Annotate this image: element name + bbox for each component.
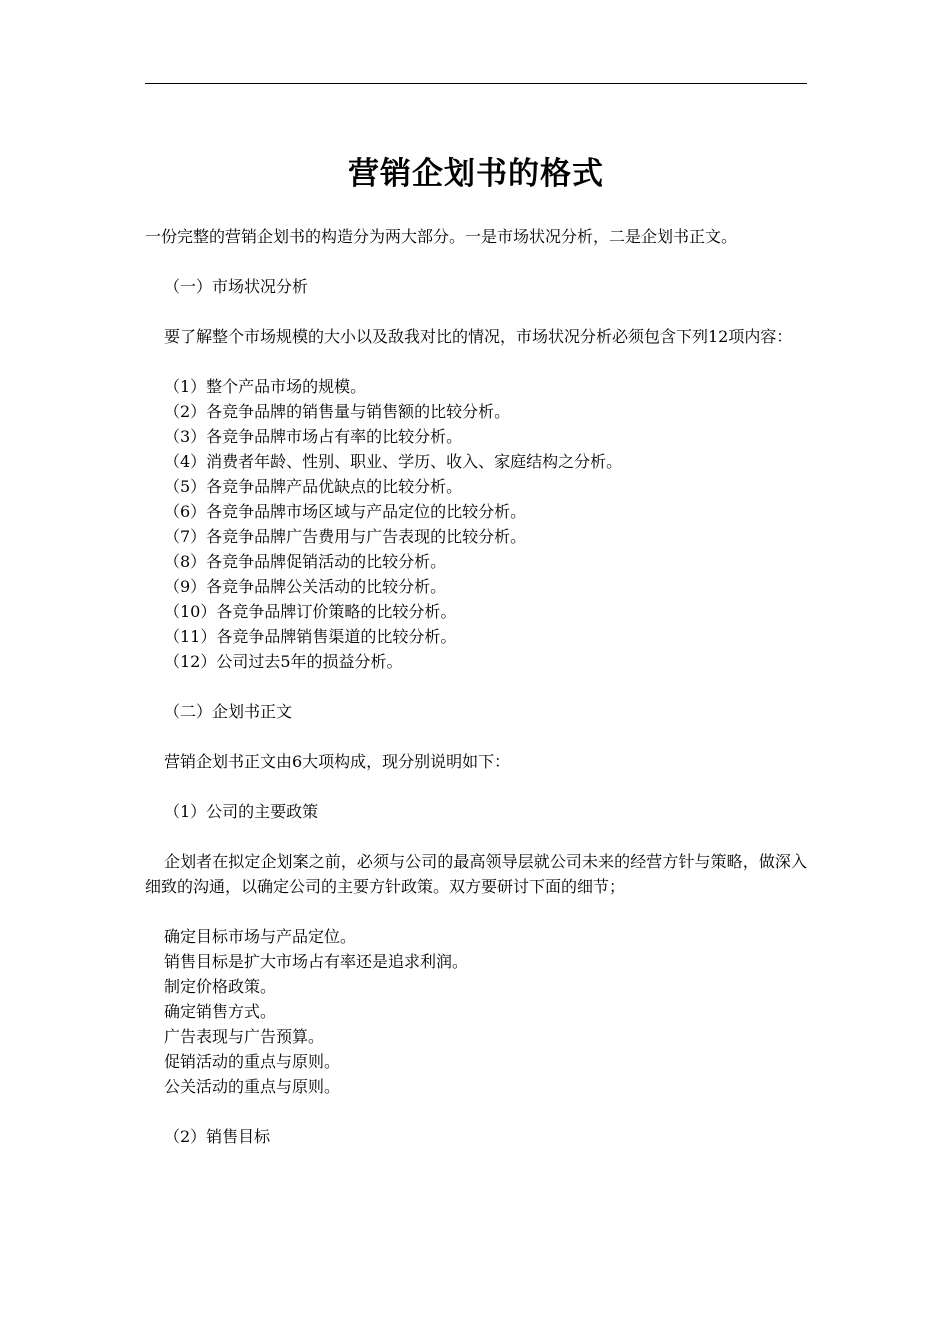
list-item: （6）各竞争品牌市场区域与产品定位的比较分析。	[164, 502, 527, 521]
subsection-1-heading: （1）公司的主要政策	[164, 802, 319, 821]
list-item: （3）各竞争品牌市场占有率的比较分析。	[164, 427, 463, 446]
list-item: （12）公司过去5年的损益分析。	[164, 652, 403, 671]
list-item: （10）各竞争品牌订价策略的比较分析。	[164, 602, 457, 621]
list-item: （2）各竞争品牌的销售量与销售额的比较分析。	[164, 402, 511, 421]
section-2-heading: （二）企划书正文	[164, 702, 293, 721]
list-item: 制定价格政策。	[164, 977, 277, 996]
list-item: （5）各竞争品牌产品优缺点的比较分析。	[164, 477, 463, 496]
list-item: （8）各竞争品牌促销活动的比较分析。	[164, 552, 447, 571]
list-item: （4）消费者年龄、性别、职业、学历、收入、家庭结构之分析。	[164, 452, 623, 471]
subsection-2-heading: （2）销售目标	[164, 1127, 271, 1146]
section-2-lead: 营销企划书正文由6大项构成，现分别说明如下：	[164, 752, 511, 771]
list-item: 确定销售方式。	[164, 1002, 277, 1021]
list-item: 广告表现与广告预算。	[164, 1027, 325, 1046]
list-item: 促销活动的重点与原则。	[164, 1052, 341, 1071]
list-item: （11）各竞争品牌销售渠道的比较分析。	[164, 627, 457, 646]
section-1-lead: 要了解整个市场规模的大小以及敌我对比的情况，市场状况分析必须包含下列12项内容：	[164, 327, 793, 346]
list-item: 公关活动的重点与原则。	[164, 1077, 341, 1096]
page-title: 营销企划书的格式	[348, 156, 604, 192]
section-1-heading: （一）市场状况分析	[164, 277, 309, 296]
policy-list	[145, 924, 807, 1099]
subsection-1-body: 企划者在拟定企划案之前，必须与公司的最高领导层就公司未来的经营方针与策略，做深入细致的沟通，以确定公司的主要方针政策。双方要研讨下面的细节；	[145, 852, 807, 896]
list-item: （1）整个产品市场的规模。	[164, 377, 367, 396]
list-item: （9）各竞争品牌公关活动的比较分析。	[164, 577, 447, 596]
document-body	[145, 224, 807, 1149]
market-analysis-list	[145, 374, 807, 674]
list-item: 销售目标是扩大市场占有率还是追求利润。	[164, 952, 469, 971]
list-item: （7）各竞争品牌广告费用与广告表现的比较分析。	[164, 527, 527, 546]
intro-paragraph: 一份完整的营销企划书的构造分为两大部分。一是市场状况分析，二是企划书正文。	[145, 227, 738, 246]
header-rule	[145, 83, 807, 84]
list-item: 确定目标市场与产品定位。	[164, 927, 357, 946]
